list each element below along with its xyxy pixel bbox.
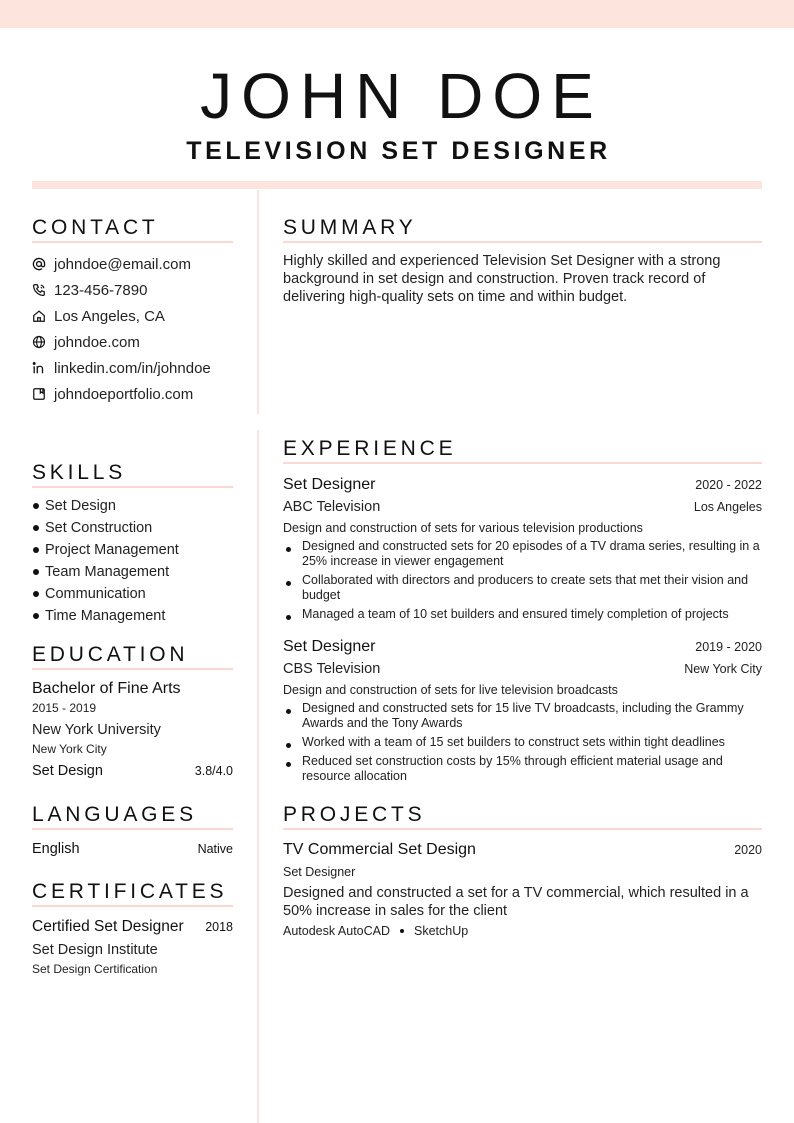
project-tools (283, 923, 762, 939)
job-company-row (283, 496, 762, 517)
contact-email[interactable] (32, 251, 233, 277)
project-entry (283, 839, 762, 939)
education-degree: Bachelor of Fine Arts (32, 680, 181, 697)
education-section (32, 642, 233, 781)
education-field-row (32, 761, 233, 781)
certificate-item (32, 917, 233, 937)
certificates-section (32, 879, 233, 978)
contact-location-text: Los Angeles, CA (54, 307, 165, 325)
contact-phone-text: 123-456-7890 (54, 281, 148, 299)
contact-heading-rule (32, 241, 233, 243)
bullet-dot (33, 503, 39, 509)
resume-header (0, 60, 794, 166)
job-dates: 2019 - 2020 (695, 640, 762, 654)
project-description: Designed and constructed a set for a TV commercial, which resulted in a 50% increase in sales for the client (283, 885, 749, 919)
projects-heading-rule (283, 828, 762, 830)
education-city: New York City (32, 742, 107, 756)
certificate-year: 2018 (205, 920, 233, 934)
certificate-issuer: Set Design Institute (32, 942, 158, 958)
education-field: Set Design (32, 763, 103, 779)
certificate-name: Certified Set Designer (32, 918, 184, 935)
contact-location (32, 303, 233, 329)
bullet-dot (286, 743, 291, 748)
job-bullet-text: Collaborated with directors and producers to create sets that met their vision and budget (302, 573, 749, 602)
summary-heading: SUMMARY (283, 216, 417, 239)
experience-section (283, 436, 762, 784)
job-company: ABC Television (283, 499, 381, 515)
skills-list (32, 495, 233, 627)
education-years: 2015 - 2019 (32, 701, 97, 715)
globe-icon (32, 335, 46, 349)
language-item (32, 839, 233, 859)
bullet-dot (286, 615, 291, 620)
job-bullet-text: Designed and constructed sets for 20 episodes of a TV drama series, resulting in a 25% increase in viewer engagement (302, 539, 760, 568)
contact-phone[interactable] (32, 277, 233, 303)
job-entry (283, 636, 762, 784)
job-bullet (283, 735, 762, 750)
skill-item (32, 517, 233, 539)
project-year: 2020 (734, 843, 762, 857)
top-accent-band (0, 0, 794, 28)
skill-label: Communication (45, 586, 146, 602)
contact-website-text: johndoe.com (54, 333, 140, 351)
job-bullet-text: Worked with a team of 15 set builders to construct sets within tight deadlines (302, 735, 725, 749)
job-bullet-text: Designed and constructed sets for 15 live TV broadcasts, including the Grammy Awards and the Tony Awards (302, 701, 744, 730)
contact-list (32, 251, 233, 407)
header-divider (32, 181, 762, 189)
experience-heading-rule (283, 462, 762, 464)
education-school: New York University (32, 722, 161, 738)
job-bullet (283, 754, 762, 784)
skill-label: Set Design (45, 498, 116, 514)
skill-item (32, 495, 233, 517)
bullet-dot (286, 581, 291, 586)
tool-separator-dot (400, 929, 404, 933)
job-company-row (283, 658, 762, 679)
languages-section (32, 802, 233, 859)
project-tool: SketchUp (414, 924, 469, 938)
portfolio-icon (32, 387, 46, 401)
contact-portfolio[interactable] (32, 381, 233, 407)
at-icon (32, 257, 46, 271)
job-bullet-text: Managed a team of 10 set builders and ensured timely completion of projects (302, 607, 729, 621)
home-icon (32, 309, 46, 323)
project-header-row (283, 839, 762, 861)
certificates-heading-rule (32, 905, 233, 907)
job-bullets (283, 701, 762, 784)
bullet-dot (33, 613, 39, 619)
column-divider-bottom (257, 430, 259, 1123)
certificates-heading: CERTIFICATES (32, 880, 228, 903)
right-column (283, 215, 762, 939)
job-entry (283, 474, 762, 622)
bullet-dot (33, 569, 39, 575)
job-location: New York City (684, 662, 762, 676)
projects-section (283, 802, 762, 939)
job-role: Set Designer (283, 476, 376, 493)
summary-text: Highly skilled and experienced Television Set Designer with a strong background in set design and construction. Proven track record of delivering high-quality sets on time and within budget. (283, 253, 721, 305)
bullet-dot (286, 762, 291, 767)
contact-linkedin-text: linkedin.com/in/johndoe (54, 359, 211, 377)
job-bullet (283, 607, 762, 622)
job-company: CBS Television (283, 661, 381, 677)
project-tool: Autodesk AutoCAD (283, 924, 391, 938)
project-name: TV Commercial Set Design (283, 841, 476, 858)
education-heading: EDUCATION (32, 643, 189, 666)
column-divider-top (257, 190, 259, 414)
bullet-dot (286, 709, 291, 714)
left-column (32, 215, 233, 978)
skill-item (32, 561, 233, 583)
education-heading-rule (32, 668, 233, 670)
skill-item (32, 605, 233, 627)
contact-portfolio-text: johndoeportfolio.com (54, 385, 194, 403)
job-dates: 2020 - 2022 (695, 478, 762, 492)
summary-heading-rule (283, 241, 762, 243)
job-bullet (283, 573, 762, 603)
linkedin-icon (32, 361, 46, 375)
skill-label: Team Management (45, 564, 170, 580)
language-level: Native (197, 842, 233, 856)
bullet-dot (33, 547, 39, 553)
summary-section (283, 215, 762, 306)
contact-website[interactable] (32, 329, 233, 355)
projects-heading: PROJECTS (283, 803, 426, 826)
project-role: Set Designer (283, 865, 356, 879)
skill-item (32, 539, 233, 561)
job-header-row (283, 636, 762, 658)
skills-section (32, 460, 233, 627)
job-bullet (283, 539, 762, 569)
contact-heading: CONTACT (32, 216, 159, 239)
language-name: English (32, 841, 80, 857)
contact-email-text: johndoe@email.com (54, 255, 191, 273)
skill-label: Project Management (45, 542, 179, 558)
job-description: Design and construction of sets for live television broadcasts (283, 683, 618, 697)
bullet-dot (286, 547, 291, 552)
skill-label: Set Construction (45, 520, 153, 536)
certificate-type: Set Design Certification (32, 962, 158, 976)
candidate-name: JOHN DOE (200, 60, 603, 132)
bullet-dot (33, 591, 39, 597)
candidate-title: TELEVISION SET DESIGNER (186, 137, 611, 165)
phone-icon (32, 283, 46, 297)
bullet-dot (33, 525, 39, 531)
job-description: Design and construction of sets for various television productions (283, 521, 643, 535)
job-location: Los Angeles (693, 500, 762, 514)
experience-heading: EXPERIENCE (283, 437, 457, 460)
skills-heading-rule (32, 486, 233, 488)
education-gpa: 3.8/4.0 (194, 764, 233, 778)
contact-linkedin[interactable] (32, 355, 233, 381)
job-role: Set Designer (283, 638, 376, 655)
skills-heading: SKILLS (32, 461, 127, 484)
job-bullet (283, 701, 762, 731)
skill-label: Time Management (45, 608, 166, 624)
job-bullets (283, 539, 762, 622)
job-header-row (283, 474, 762, 496)
job-bullet-text: Reduced set construction costs by 15% through efficient material usage and resource allocation (302, 754, 723, 783)
skill-item (32, 583, 233, 605)
languages-heading-rule (32, 828, 233, 830)
contact-section (32, 215, 233, 407)
languages-heading: LANGUAGES (32, 803, 197, 826)
